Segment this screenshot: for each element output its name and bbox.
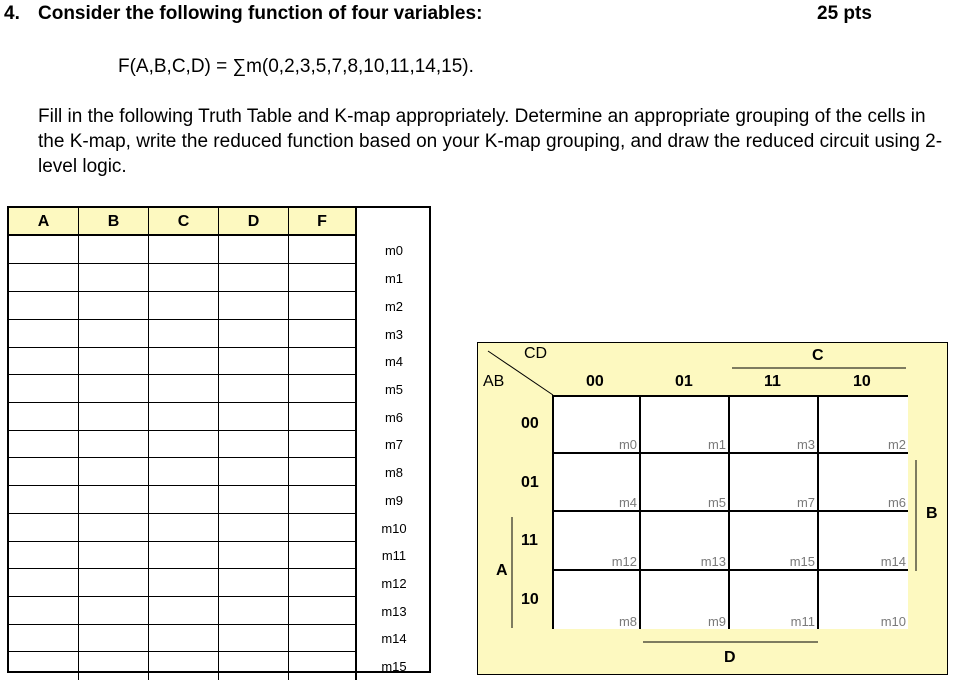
truth-table-cell[interactable] [79, 624, 149, 652]
truth-table-cell[interactable] [149, 458, 219, 486]
kmap-row-header: 11 [521, 532, 538, 549]
points-value: 25 pts [817, 3, 872, 24]
truth-table-cell[interactable] [149, 347, 219, 375]
truth-table-cell[interactable] [289, 624, 357, 652]
truth-table [7, 206, 431, 673]
kmap-cell[interactable] [819, 512, 908, 571]
header-d: D [219, 208, 289, 236]
kmap-minterm-label: m2 [887, 436, 906, 452]
truth-table-cell[interactable] [219, 541, 289, 569]
truth-table-cell[interactable] [219, 514, 289, 542]
kmap-var-d: D [724, 649, 736, 666]
kmap-cell[interactable] [552, 454, 641, 513]
minterm-label: m3 [384, 327, 404, 342]
kmap-row-header: 10 [521, 590, 539, 608]
truth-table-cell[interactable] [79, 458, 149, 486]
truth-table-cell[interactable] [9, 541, 79, 569]
kmap-cell[interactable] [552, 395, 641, 454]
kmap-minterm-label: m9 [707, 614, 726, 629]
kmap-cell[interactable] [730, 512, 819, 571]
truth-table-cell[interactable] [289, 541, 357, 569]
truth-table-cell[interactable] [289, 347, 357, 375]
kmap-cell[interactable] [641, 454, 730, 513]
truth-table-cell[interactable] [219, 403, 289, 431]
truth-table-cell[interactable] [79, 597, 149, 625]
truth-table-cell[interactable] [149, 236, 219, 264]
truth-table-cell[interactable] [9, 624, 79, 652]
kmap-minterm-label: m12 [611, 553, 637, 569]
minterm-label: m11 [381, 548, 407, 563]
kmap-minterm-label: m1 [707, 436, 726, 452]
truth-table-cell[interactable] [289, 375, 357, 403]
truth-table-cell[interactable] [79, 292, 149, 320]
truth-table-cell[interactable] [219, 569, 289, 597]
truth-table-cell[interactable] [289, 264, 357, 292]
minterm-label: m8 [384, 465, 404, 480]
truth-table-cell[interactable] [79, 514, 149, 542]
kmap-minterm-label: m8 [618, 614, 637, 629]
truth-table-cell[interactable] [219, 320, 289, 348]
truth-table-cell[interactable] [79, 541, 149, 569]
kmap-row-header: 01 [521, 473, 539, 491]
kmap-minterm-label: m14 [880, 553, 906, 569]
truth-table-cell[interactable] [9, 347, 79, 375]
truth-table-cell[interactable] [149, 514, 219, 542]
function-definition: F(A,B,C,D) = ∑m(0,2,3,5,7,8,10,11,14,15). [118, 56, 474, 77]
kmap-minterm-label: m3 [796, 436, 815, 452]
truth-table-cell[interactable] [289, 569, 357, 597]
truth-table-cell[interactable] [79, 264, 149, 292]
truth-table-cell[interactable] [79, 320, 149, 348]
kmap-cell[interactable] [552, 571, 641, 630]
truth-table-cell[interactable] [9, 569, 79, 597]
minterm-label: m2 [384, 299, 404, 314]
truth-table-cell[interactable] [149, 486, 219, 514]
kmap-col-header: 00 [586, 373, 604, 390]
truth-table-cell[interactable] [289, 236, 357, 264]
truth-table-cell[interactable] [149, 375, 219, 403]
truth-table-cell[interactable] [9, 292, 79, 320]
kmap-cell[interactable] [730, 454, 819, 513]
minterm-label: m13 [381, 604, 407, 619]
truth-table-cell[interactable] [149, 569, 219, 597]
truth-table-cell[interactable] [289, 403, 357, 431]
truth-table-cell[interactable] [9, 458, 79, 486]
truth-table-cell[interactable] [149, 403, 219, 431]
truth-table-cell[interactable] [9, 236, 79, 264]
kmap-minterm-label: m5 [707, 495, 726, 510]
truth-table-cell[interactable] [219, 430, 289, 458]
truth-table-cell[interactable] [9, 375, 79, 403]
kmap-cell[interactable] [819, 395, 908, 454]
truth-table-cell[interactable] [219, 652, 289, 680]
truth-table-cell[interactable] [79, 375, 149, 403]
truth-table-cell[interactable] [219, 486, 289, 514]
truth-table-cell[interactable] [149, 264, 219, 292]
kmap-minterm-label: m13 [700, 553, 726, 569]
truth-table-cell[interactable] [149, 292, 219, 320]
kmap-cell[interactable] [641, 395, 730, 454]
kmap-var-a: A [496, 562, 508, 579]
truth-table-cell[interactable] [79, 486, 149, 514]
truth-table-cell[interactable] [9, 652, 79, 680]
truth-table-cell[interactable] [149, 430, 219, 458]
truth-table-cell[interactable] [149, 624, 219, 652]
minterm-label: m9 [384, 493, 404, 508]
truth-table-cell[interactable] [289, 514, 357, 542]
truth-table-cell[interactable] [149, 652, 219, 680]
minterm-label: m15 [381, 659, 407, 674]
truth-table-cell[interactable] [149, 541, 219, 569]
question-number: 4. [4, 3, 20, 24]
kmap-col-header: 11 [764, 373, 781, 390]
kmap-col-header: 10 [853, 373, 871, 390]
kmap-cell[interactable] [641, 571, 730, 630]
kmap-col-header: 01 [675, 373, 693, 390]
minterm-label: m4 [384, 354, 404, 369]
kmap-cell[interactable] [641, 512, 730, 571]
header-f: F [289, 208, 357, 236]
kmap-minterm-label: m15 [789, 553, 815, 569]
minterm-label: m14 [381, 631, 407, 646]
truth-table-cell[interactable] [9, 430, 79, 458]
truth-table-cell[interactable] [79, 236, 149, 264]
instructions-text: Fill in the following Truth Table and K-map appropriately. Determine an appropriate grouping of the cells in the K-map, write the reduced function based on your K-map grouping, and draw the reduced circuit using 2-level logic. [38, 106, 943, 177]
kmap-var-c: C [812, 347, 824, 364]
kmap-cell[interactable] [552, 512, 641, 571]
question-title: Consider the following function of four variables: [38, 3, 483, 24]
truth-table-cell[interactable] [289, 652, 357, 680]
truth-table-cell[interactable] [219, 458, 289, 486]
kmap-minterm-label: m11 [790, 614, 815, 629]
minterm-label: m5 [384, 382, 404, 397]
truth-table-cell[interactable] [9, 597, 79, 625]
kmap-minterm-label: m10 [880, 614, 906, 629]
minterm-label: m1 [384, 271, 404, 286]
kmap-minterm-label: m0 [618, 436, 637, 452]
header-b: B [79, 208, 149, 236]
minterm-label: m0 [384, 243, 404, 258]
truth-table-cell[interactable] [79, 652, 149, 680]
truth-table-cell[interactable] [79, 347, 149, 375]
karnaugh-map [477, 342, 948, 675]
truth-table-cell[interactable] [289, 486, 357, 514]
truth-table-cell[interactable] [289, 430, 357, 458]
truth-table-cell[interactable] [79, 403, 149, 431]
truth-table-cell[interactable] [219, 347, 289, 375]
kmap-cell[interactable] [819, 454, 908, 513]
minterm-label: m10 [381, 521, 407, 536]
kmap-cell[interactable] [730, 395, 819, 454]
truth-table-cell[interactable] [149, 320, 219, 348]
minterm-label: m7 [384, 437, 404, 452]
kmap-corner-ab: AB [483, 373, 505, 390]
truth-table-cell[interactable] [79, 569, 149, 597]
truth-table-cell[interactable] [289, 597, 357, 625]
truth-table-cell[interactable] [9, 486, 79, 514]
truth-table-cell[interactable] [79, 430, 149, 458]
kmap-cell[interactable] [819, 571, 908, 630]
kmap-var-b: B [926, 505, 938, 522]
kmap-minterm-label: m6 [887, 495, 906, 510]
kmap-row-header: 00 [521, 415, 539, 432]
truth-table-cell[interactable] [9, 514, 79, 542]
truth-table-cell[interactable] [219, 375, 289, 403]
truth-table-cell[interactable] [149, 597, 219, 625]
minterm-label: m6 [384, 410, 404, 425]
truth-table-cell[interactable] [9, 320, 79, 348]
kmap-minterm-label: m4 [618, 495, 637, 510]
truth-table-cell[interactable] [219, 292, 289, 320]
kmap-corner-cd: CD [524, 345, 548, 362]
truth-table-cell[interactable] [289, 458, 357, 486]
truth-table-cell[interactable] [219, 236, 289, 264]
truth-table-cell[interactable] [219, 624, 289, 652]
truth-table-cell[interactable] [219, 264, 289, 292]
minterm-label: m12 [381, 576, 407, 591]
truth-table-cell[interactable] [9, 264, 79, 292]
header-a: A [9, 208, 79, 236]
header-c: C [149, 208, 219, 236]
truth-table-cell[interactable] [219, 597, 289, 625]
truth-table-cell[interactable] [289, 320, 357, 348]
kmap-cell[interactable] [730, 571, 819, 630]
truth-table-cell[interactable] [289, 292, 357, 320]
truth-table-cell[interactable] [9, 403, 79, 431]
kmap-minterm-label: m7 [796, 495, 815, 510]
